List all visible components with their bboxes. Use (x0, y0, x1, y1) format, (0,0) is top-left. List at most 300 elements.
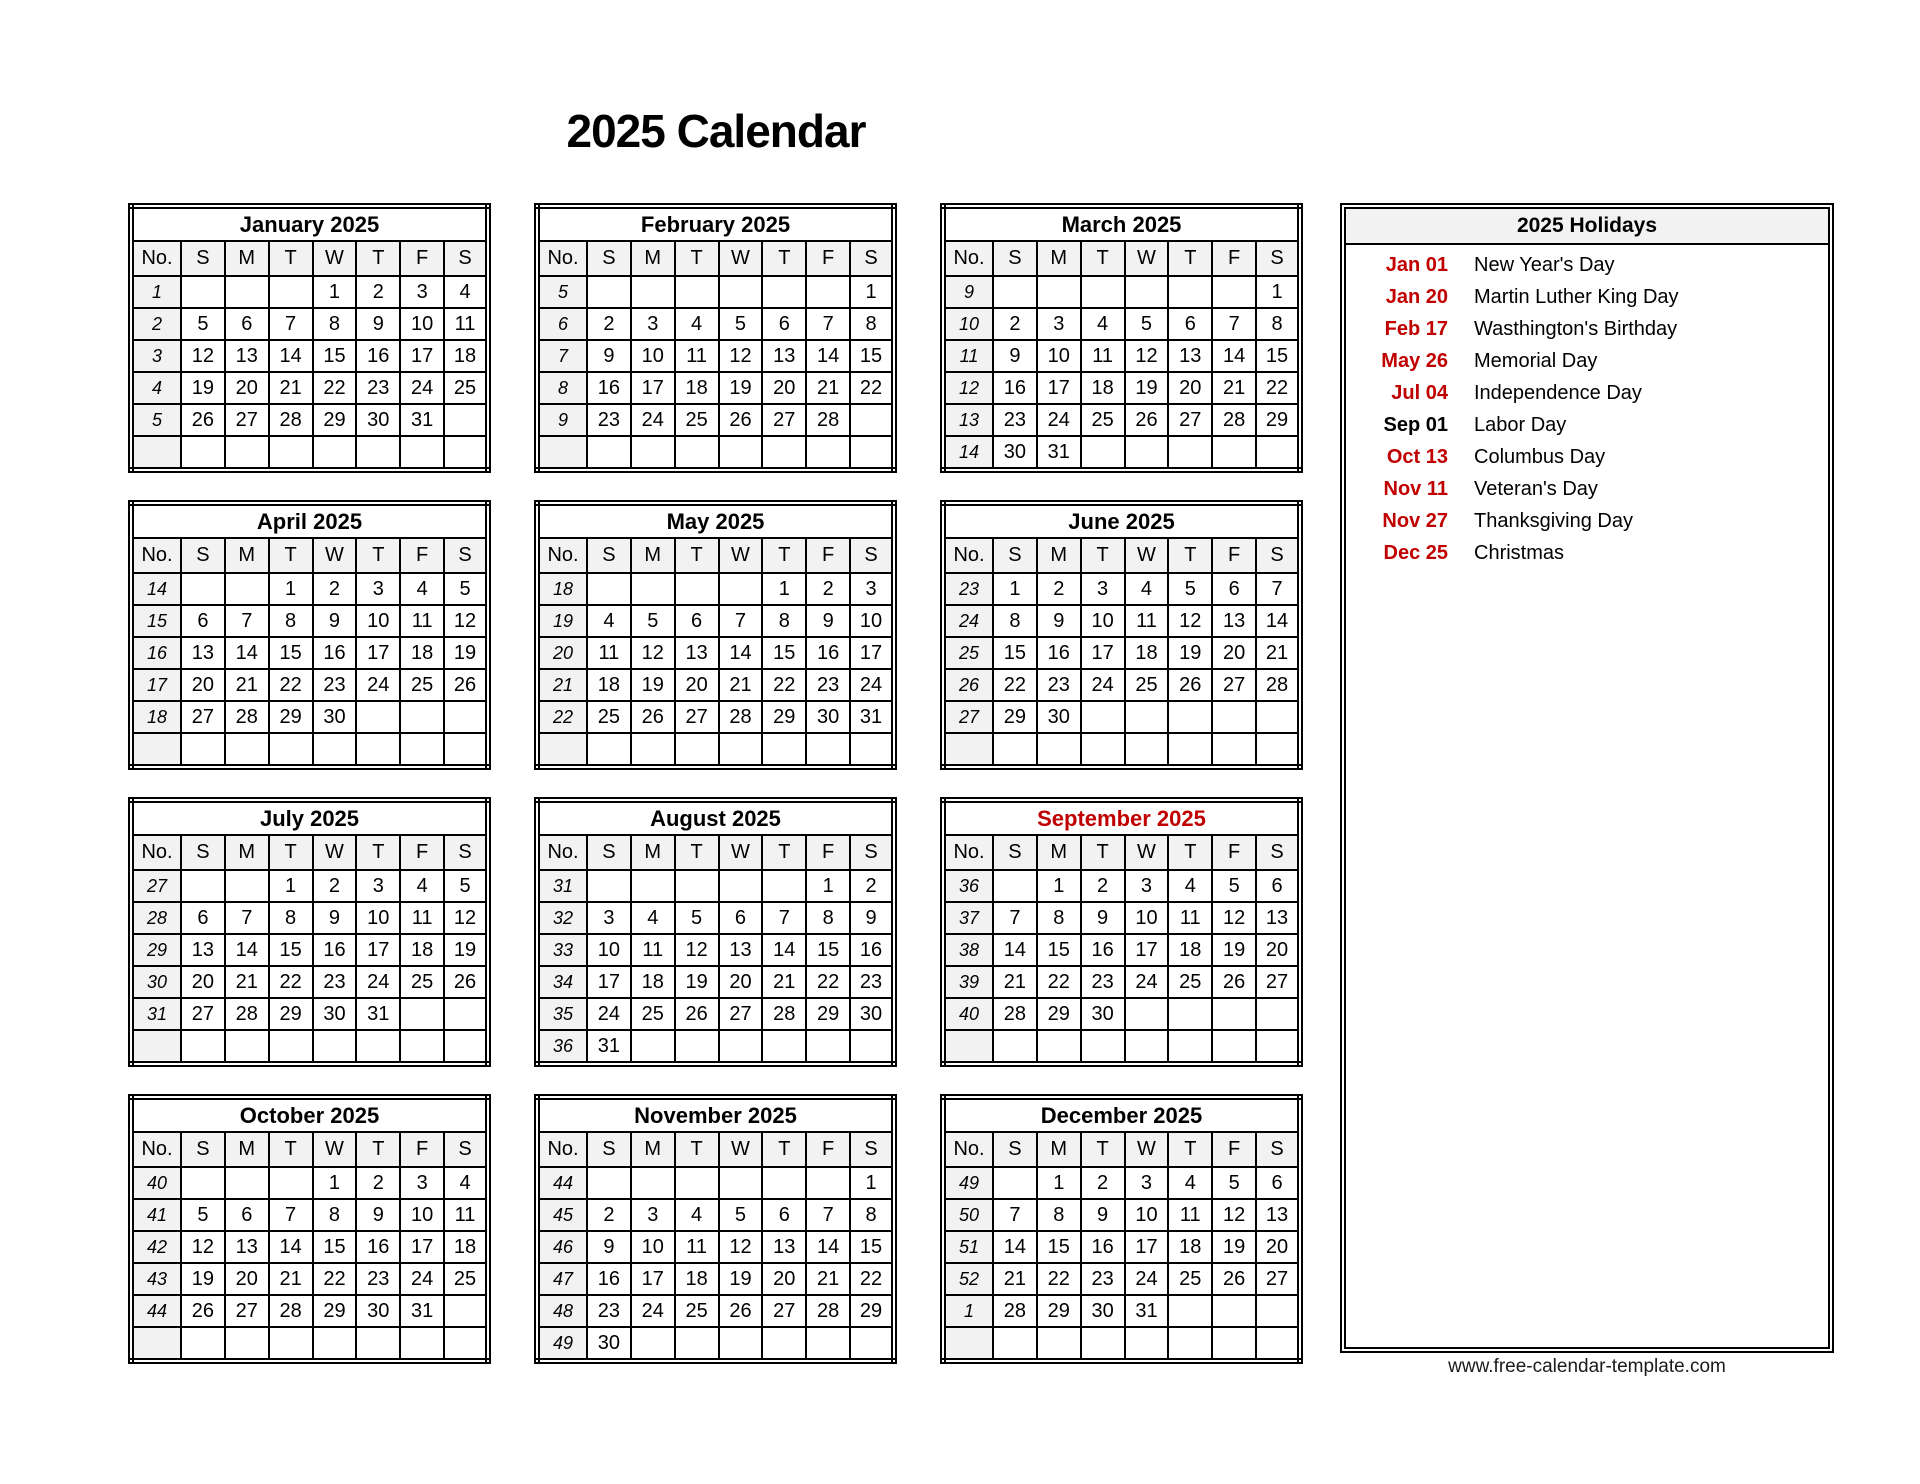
day-cell: 3 (400, 276, 444, 308)
day-cell: 25 (444, 372, 488, 404)
day-cell: 27 (181, 998, 225, 1030)
day-cell: 16 (806, 637, 850, 669)
holidays-list (1346, 245, 1828, 569)
day-header: S (587, 1132, 631, 1167)
week-number-cell: 11 (943, 340, 993, 372)
day-header: M (1037, 241, 1081, 276)
day-cell: 19 (444, 637, 488, 669)
day-cell: 11 (400, 902, 444, 934)
day-cell: 6 (675, 605, 719, 637)
day-cell (631, 1327, 675, 1361)
week-number-cell: 40 (131, 1167, 181, 1199)
day-cell: 28 (806, 404, 850, 436)
day-cell (181, 276, 225, 308)
week-number-cell: 31 (537, 870, 587, 902)
day-cell: 15 (1256, 340, 1300, 372)
month-title: August 2025 (537, 800, 894, 835)
day-cell (806, 1030, 850, 1064)
day-cell: 19 (719, 1263, 763, 1295)
day-cell: 22 (269, 669, 313, 701)
day-cell: 7 (269, 1199, 313, 1231)
day-cell: 22 (993, 669, 1037, 701)
holiday-row (1346, 281, 1828, 313)
day-cell (806, 1327, 850, 1361)
day-cell: 28 (1212, 404, 1256, 436)
day-cell: 21 (806, 372, 850, 404)
day-cell: 12 (1168, 605, 1212, 637)
week-number-cell: 5 (131, 404, 181, 436)
day-cell: 8 (269, 902, 313, 934)
day-cell: 12 (444, 902, 488, 934)
day-cell: 23 (1081, 966, 1125, 998)
day-header: T (1081, 241, 1125, 276)
day-cell: 21 (719, 669, 763, 701)
day-cell (850, 436, 894, 470)
day-cell: 12 (1212, 902, 1256, 934)
day-cell: 15 (993, 637, 1037, 669)
day-cell: 7 (993, 902, 1037, 934)
day-cell: 10 (850, 605, 894, 637)
day-cell: 3 (356, 573, 400, 605)
day-cell: 6 (762, 1199, 806, 1231)
day-cell: 4 (1081, 308, 1125, 340)
holiday-row (1346, 505, 1828, 537)
day-cell: 10 (1125, 1199, 1169, 1231)
holiday-row (1346, 345, 1828, 377)
holiday-date: Jan 01 (1385, 254, 1448, 276)
day-cell: 4 (444, 276, 488, 308)
day-cell (225, 870, 269, 902)
day-cell: 20 (1256, 1231, 1300, 1263)
holiday-date: Nov 11 (1383, 478, 1448, 500)
day-cell: 12 (181, 340, 225, 372)
day-cell: 1 (1256, 276, 1300, 308)
month-title: October 2025 (131, 1097, 488, 1132)
week-number-cell: 25 (943, 637, 993, 669)
day-cell: 29 (850, 1295, 894, 1327)
month-table-june (940, 500, 1303, 770)
day-cell: 31 (400, 404, 444, 436)
day-cell (587, 436, 631, 470)
week-number-cell: 30 (131, 966, 181, 998)
day-cell (675, 1030, 719, 1064)
day-header: T (269, 538, 313, 573)
day-header: F (806, 835, 850, 870)
day-header: S (1256, 538, 1300, 573)
week-no-header: No. (131, 835, 181, 870)
day-cell: 19 (181, 1263, 225, 1295)
day-header: T (269, 1132, 313, 1167)
day-cell (675, 1327, 719, 1361)
holiday-row (1346, 409, 1828, 441)
day-cell: 25 (400, 966, 444, 998)
day-header: W (313, 241, 357, 276)
day-cell: 15 (313, 340, 357, 372)
page-title: 2025 Calendar (566, 105, 866, 157)
day-cell: 3 (400, 1167, 444, 1199)
day-cell: 9 (587, 340, 631, 372)
day-cell: 17 (1037, 372, 1081, 404)
day-cell: 23 (356, 372, 400, 404)
day-cell: 5 (444, 870, 488, 902)
day-cell (225, 1167, 269, 1199)
day-header: M (225, 1132, 269, 1167)
day-cell (1256, 998, 1300, 1030)
day-cell: 13 (1212, 605, 1256, 637)
day-cell: 2 (356, 1167, 400, 1199)
day-cell: 3 (1037, 308, 1081, 340)
day-cell: 1 (993, 573, 1037, 605)
day-cell (1168, 733, 1212, 767)
holiday-date: Oct 13 (1386, 446, 1448, 468)
month-title: July 2025 (131, 800, 488, 835)
day-cell: 23 (1037, 669, 1081, 701)
day-cell: 20 (762, 372, 806, 404)
day-header: S (181, 241, 225, 276)
day-cell: 26 (631, 701, 675, 733)
day-header: S (993, 241, 1037, 276)
day-cell: 5 (1168, 573, 1212, 605)
day-cell (1037, 1327, 1081, 1361)
day-header: S (587, 538, 631, 573)
footer-url: www.free-calendar-template.com (1448, 1356, 1726, 1377)
day-cell (631, 733, 675, 767)
day-cell: 30 (993, 436, 1037, 470)
day-cell: 10 (356, 605, 400, 637)
week-number-cell: 52 (943, 1263, 993, 1295)
month-table-may (534, 500, 897, 770)
day-cell (719, 733, 763, 767)
month-title: April 2025 (131, 503, 488, 538)
week-number-cell: 5 (537, 276, 587, 308)
day-cell (587, 870, 631, 902)
day-cell: 14 (269, 340, 313, 372)
month-table-july (128, 797, 491, 1067)
day-cell: 26 (1168, 669, 1212, 701)
day-cell (1125, 701, 1169, 733)
day-cell: 15 (1037, 934, 1081, 966)
day-cell: 2 (1081, 1167, 1125, 1199)
day-cell: 16 (1081, 1231, 1125, 1263)
day-cell (719, 870, 763, 902)
day-cell: 8 (850, 308, 894, 340)
day-cell (356, 1327, 400, 1361)
day-cell: 21 (993, 966, 1037, 998)
week-number-cell: 8 (537, 372, 587, 404)
day-cell: 6 (225, 308, 269, 340)
day-cell: 13 (1256, 1199, 1300, 1231)
week-no-header: No. (943, 1132, 993, 1167)
month-title: March 2025 (943, 206, 1300, 241)
month-title: February 2025 (537, 206, 894, 241)
day-cell: 1 (1037, 1167, 1081, 1199)
day-cell: 9 (356, 308, 400, 340)
week-number-cell (537, 733, 587, 767)
day-header: S (850, 241, 894, 276)
week-number-cell (131, 1030, 181, 1064)
day-cell (587, 276, 631, 308)
day-cell: 31 (400, 1295, 444, 1327)
day-cell: 20 (675, 669, 719, 701)
day-cell (1256, 436, 1300, 470)
day-cell (444, 998, 488, 1030)
day-cell (1081, 276, 1125, 308)
week-number-cell: 6 (537, 308, 587, 340)
day-cell: 1 (806, 870, 850, 902)
day-cell: 4 (1125, 573, 1169, 605)
day-cell (1081, 733, 1125, 767)
day-cell: 26 (1212, 1263, 1256, 1295)
day-cell (400, 998, 444, 1030)
day-cell: 20 (225, 1263, 269, 1295)
day-cell (1212, 1030, 1256, 1064)
week-number-cell: 39 (943, 966, 993, 998)
day-cell: 31 (356, 998, 400, 1030)
day-cell (1125, 276, 1169, 308)
day-cell: 3 (631, 308, 675, 340)
day-header: T (269, 241, 313, 276)
day-cell: 22 (313, 1263, 357, 1295)
day-header: T (356, 835, 400, 870)
month-title: May 2025 (537, 503, 894, 538)
day-cell: 2 (850, 870, 894, 902)
day-cell: 4 (631, 902, 675, 934)
day-header: F (806, 241, 850, 276)
day-cell: 31 (587, 1030, 631, 1064)
day-cell (225, 1030, 269, 1064)
day-cell: 10 (400, 1199, 444, 1231)
day-cell (631, 276, 675, 308)
day-cell: 24 (1125, 1263, 1169, 1295)
day-cell: 14 (806, 1231, 850, 1263)
day-header: F (806, 1132, 850, 1167)
day-cell: 16 (1081, 934, 1125, 966)
day-cell: 14 (719, 637, 763, 669)
day-cell: 28 (993, 1295, 1037, 1327)
day-cell: 13 (225, 340, 269, 372)
day-cell: 17 (631, 1263, 675, 1295)
day-header: T (356, 1132, 400, 1167)
day-cell (1081, 1327, 1125, 1361)
day-cell: 26 (181, 404, 225, 436)
day-cell (400, 1030, 444, 1064)
day-cell: 16 (356, 1231, 400, 1263)
day-cell (1256, 733, 1300, 767)
day-cell (269, 733, 313, 767)
week-no-header: No. (537, 538, 587, 573)
day-cell: 29 (313, 1295, 357, 1327)
day-header: S (993, 835, 1037, 870)
holiday-name: Columbus Day (1474, 446, 1606, 468)
day-cell: 1 (269, 870, 313, 902)
day-cell: 10 (587, 934, 631, 966)
day-cell: 6 (1168, 308, 1212, 340)
week-number-cell: 31 (131, 998, 181, 1030)
day-cell: 5 (1212, 870, 1256, 902)
day-cell: 19 (1212, 934, 1256, 966)
day-header: W (313, 1132, 357, 1167)
day-cell: 31 (1037, 436, 1081, 470)
week-number-cell: 49 (537, 1327, 587, 1361)
day-cell: 21 (1212, 372, 1256, 404)
day-cell (719, 436, 763, 470)
day-cell (806, 733, 850, 767)
week-number-cell: 26 (943, 669, 993, 701)
day-cell (1212, 733, 1256, 767)
day-cell (225, 436, 269, 470)
day-cell: 24 (631, 404, 675, 436)
day-cell (181, 1030, 225, 1064)
day-cell: 25 (444, 1263, 488, 1295)
day-cell: 5 (181, 1199, 225, 1231)
day-cell (313, 1030, 357, 1064)
day-cell: 28 (762, 998, 806, 1030)
month-table-february (534, 203, 897, 473)
day-cell: 9 (313, 902, 357, 934)
day-header: S (1256, 241, 1300, 276)
day-cell: 22 (850, 372, 894, 404)
day-cell: 20 (762, 1263, 806, 1295)
day-cell (444, 1327, 488, 1361)
day-header: T (762, 241, 806, 276)
day-cell: 18 (400, 637, 444, 669)
day-cell: 21 (269, 372, 313, 404)
month-title: September 2025 (943, 800, 1300, 835)
day-cell: 8 (993, 605, 1037, 637)
day-cell: 2 (587, 308, 631, 340)
day-cell (356, 436, 400, 470)
week-number-cell: 20 (537, 637, 587, 669)
day-cell: 18 (1168, 934, 1212, 966)
day-cell (1256, 1327, 1300, 1361)
day-cell (850, 1030, 894, 1064)
week-no-header: No. (131, 1132, 181, 1167)
day-cell: 11 (587, 637, 631, 669)
holiday-row (1346, 441, 1828, 473)
day-cell: 16 (587, 1263, 631, 1295)
week-number-cell (131, 436, 181, 470)
day-cell (400, 701, 444, 733)
day-cell: 6 (719, 902, 763, 934)
day-cell: 10 (631, 1231, 675, 1263)
week-number-cell (943, 733, 993, 767)
day-cell: 17 (356, 934, 400, 966)
week-number-cell: 50 (943, 1199, 993, 1231)
day-cell: 18 (1125, 637, 1169, 669)
day-cell (675, 276, 719, 308)
day-cell (762, 1030, 806, 1064)
day-cell: 28 (225, 701, 269, 733)
month-table-november (534, 1094, 897, 1364)
day-cell: 4 (675, 308, 719, 340)
month-table-april (128, 500, 491, 770)
day-cell (850, 1327, 894, 1361)
holiday-name: Labor Day (1474, 414, 1567, 436)
day-cell: 20 (225, 372, 269, 404)
day-cell: 9 (587, 1231, 631, 1263)
day-cell: 12 (1212, 1199, 1256, 1231)
week-number-cell: 49 (943, 1167, 993, 1199)
day-header: S (444, 1132, 488, 1167)
day-cell: 24 (356, 966, 400, 998)
week-no-header: No. (943, 538, 993, 573)
day-cell (587, 573, 631, 605)
day-cell: 24 (587, 998, 631, 1030)
day-cell: 3 (1125, 870, 1169, 902)
day-cell: 27 (225, 1295, 269, 1327)
day-cell: 2 (1081, 870, 1125, 902)
day-cell: 8 (762, 605, 806, 637)
day-cell: 1 (313, 1167, 357, 1199)
day-cell: 2 (587, 1199, 631, 1231)
day-cell (400, 436, 444, 470)
day-cell: 27 (1256, 966, 1300, 998)
day-cell: 30 (356, 1295, 400, 1327)
day-cell (993, 276, 1037, 308)
week-number-cell: 2 (131, 308, 181, 340)
day-cell (225, 573, 269, 605)
day-cell (1168, 701, 1212, 733)
day-cell (587, 1167, 631, 1199)
day-cell: 11 (444, 308, 488, 340)
week-number-cell: 12 (943, 372, 993, 404)
week-number-cell: 3 (131, 340, 181, 372)
day-cell (762, 733, 806, 767)
day-header: W (719, 1132, 763, 1167)
day-cell: 18 (400, 934, 444, 966)
day-cell: 26 (719, 1295, 763, 1327)
day-cell: 11 (1168, 902, 1212, 934)
day-cell (444, 1030, 488, 1064)
day-cell: 27 (1212, 669, 1256, 701)
day-cell: 17 (356, 637, 400, 669)
day-header: W (719, 538, 763, 573)
day-cell: 21 (225, 966, 269, 998)
day-header: S (1256, 835, 1300, 870)
day-cell: 18 (675, 1263, 719, 1295)
holidays-title: 2025 Holidays (1346, 209, 1828, 245)
day-cell (631, 1167, 675, 1199)
day-cell: 13 (762, 1231, 806, 1263)
day-cell (313, 733, 357, 767)
day-cell: 18 (444, 1231, 488, 1263)
day-cell: 7 (225, 605, 269, 637)
day-cell: 11 (1081, 340, 1125, 372)
day-cell: 8 (1037, 902, 1081, 934)
day-header: F (400, 538, 444, 573)
week-number-cell: 48 (537, 1295, 587, 1327)
day-cell (400, 1327, 444, 1361)
week-number-cell: 33 (537, 934, 587, 966)
day-cell (444, 436, 488, 470)
day-cell: 10 (631, 340, 675, 372)
month-title: June 2025 (943, 503, 1300, 538)
day-header: S (1256, 1132, 1300, 1167)
day-cell (181, 1327, 225, 1361)
day-cell: 1 (1037, 870, 1081, 902)
day-cell: 27 (762, 404, 806, 436)
day-header: S (850, 538, 894, 573)
day-cell: 27 (1256, 1263, 1300, 1295)
holiday-name: Christmas (1474, 542, 1565, 564)
day-header: T (269, 835, 313, 870)
day-header: F (400, 1132, 444, 1167)
day-cell (400, 733, 444, 767)
day-cell: 11 (444, 1199, 488, 1231)
day-cell: 29 (806, 998, 850, 1030)
day-cell: 27 (719, 998, 763, 1030)
day-cell: 15 (762, 637, 806, 669)
